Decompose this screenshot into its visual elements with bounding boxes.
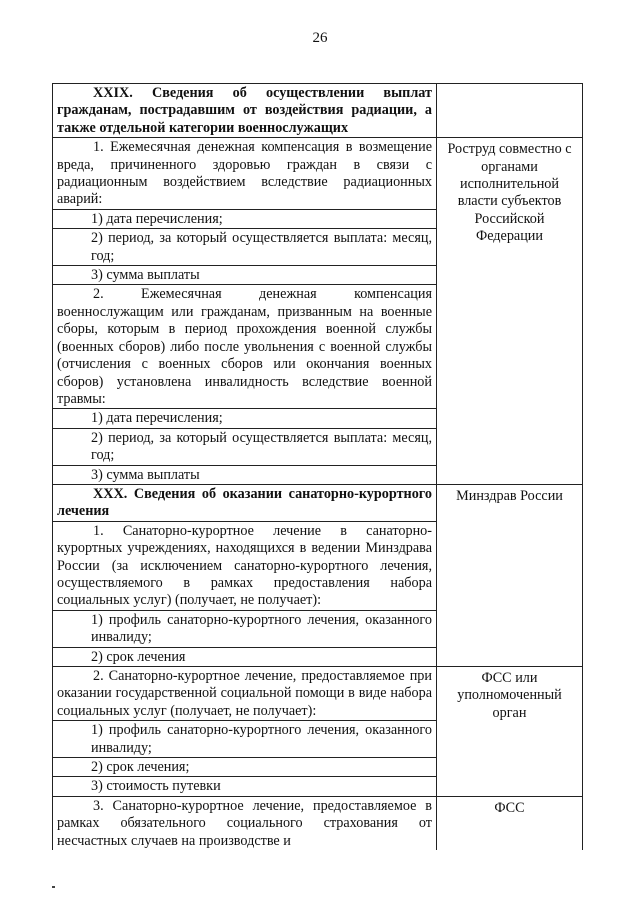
subitem-text: 1) дата перечисления; (53, 409, 437, 428)
scan-mark (52, 886, 55, 888)
item-text: 1. Ежемесячная денежная компенсация в возмещение вреда, причиненного здоровью граждан в связи с радиационным воздействием вследствие радиационных аварий: (53, 138, 437, 210)
item-text: 2. Ежемесячная денежная компенсация военнослужащим или гражданам, призванным на военные сборы, которым в период прохождения военной службы (военных сборов) либо после увольнения с военной службы (отчисления с военных сборов или окончания военных сборов) установлена инвалидность вследствие военной травмы: (53, 285, 437, 409)
responsible-cell: Минздрав России (437, 484, 583, 666)
subitem-text: 2) срок лечения (53, 647, 437, 666)
item-text: 1. Санаторно-курортное лечение в санаторно-курортных учреждениях, находящихся в ведении Минздрава России (за исключением санаторно-курортного лечения, осуществляемого в рамках предоставления набора социальных услуг) (получает, не получает): (53, 521, 437, 610)
subitem-text: 3) сумма выплаты (53, 465, 437, 484)
responsible-cell: Роструд совместно с органами исполнительной власти субъектов Российской Федерации (437, 138, 583, 485)
responsible-cell: ФСС (437, 796, 583, 850)
responsible-cell-empty (437, 84, 583, 138)
subitem-text: 3) сумма выплаты (53, 266, 437, 285)
table-row (53, 667, 583, 721)
table-row (53, 484, 583, 521)
item-text: 2. Санаторно-курортное лечение, предоставляемое при оказании государственной социальной помощи в виде набора социальных услуг (получает, не получает): (53, 667, 437, 721)
page-number: 26 (312, 30, 328, 46)
table-row (53, 796, 583, 850)
subitem-text: 1) профиль санаторно-курортного лечения, оказанного инвалиду; (53, 610, 437, 647)
responsible-cell: ФСС или уполномоченный орган (437, 667, 583, 797)
table-row (53, 84, 583, 138)
subitem-text: 3) стоимость путевки (53, 777, 437, 796)
subitem-text: 2) период, за который осуществляется выплата: месяц, год; (53, 428, 437, 465)
section-heading-xxx: XXX. Сведения об оказании санаторно-курортного лечения (53, 484, 437, 521)
subitem-text: 1) дата перечисления; (53, 209, 437, 228)
subitem-text: 1) профиль санаторно-курортного лечения, оказанного инвалиду; (53, 721, 437, 758)
data-table (52, 83, 583, 850)
section-heading-xxix: XXIX. Сведения об осуществлении выплат гражданам, пострадавшим от воздействия радиации, а также отдельной категории военнослужащих (53, 84, 437, 138)
table-row (53, 138, 583, 210)
subitem-text: 2) срок лечения; (53, 758, 437, 777)
item-text: 3. Санаторно-курортное лечение, предоставляемое в рамках обязательного социального страхования от несчастных случаев на производстве и (53, 796, 437, 850)
subitem-text: 2) период, за который осуществляется выплата: месяц, год; (53, 229, 437, 266)
